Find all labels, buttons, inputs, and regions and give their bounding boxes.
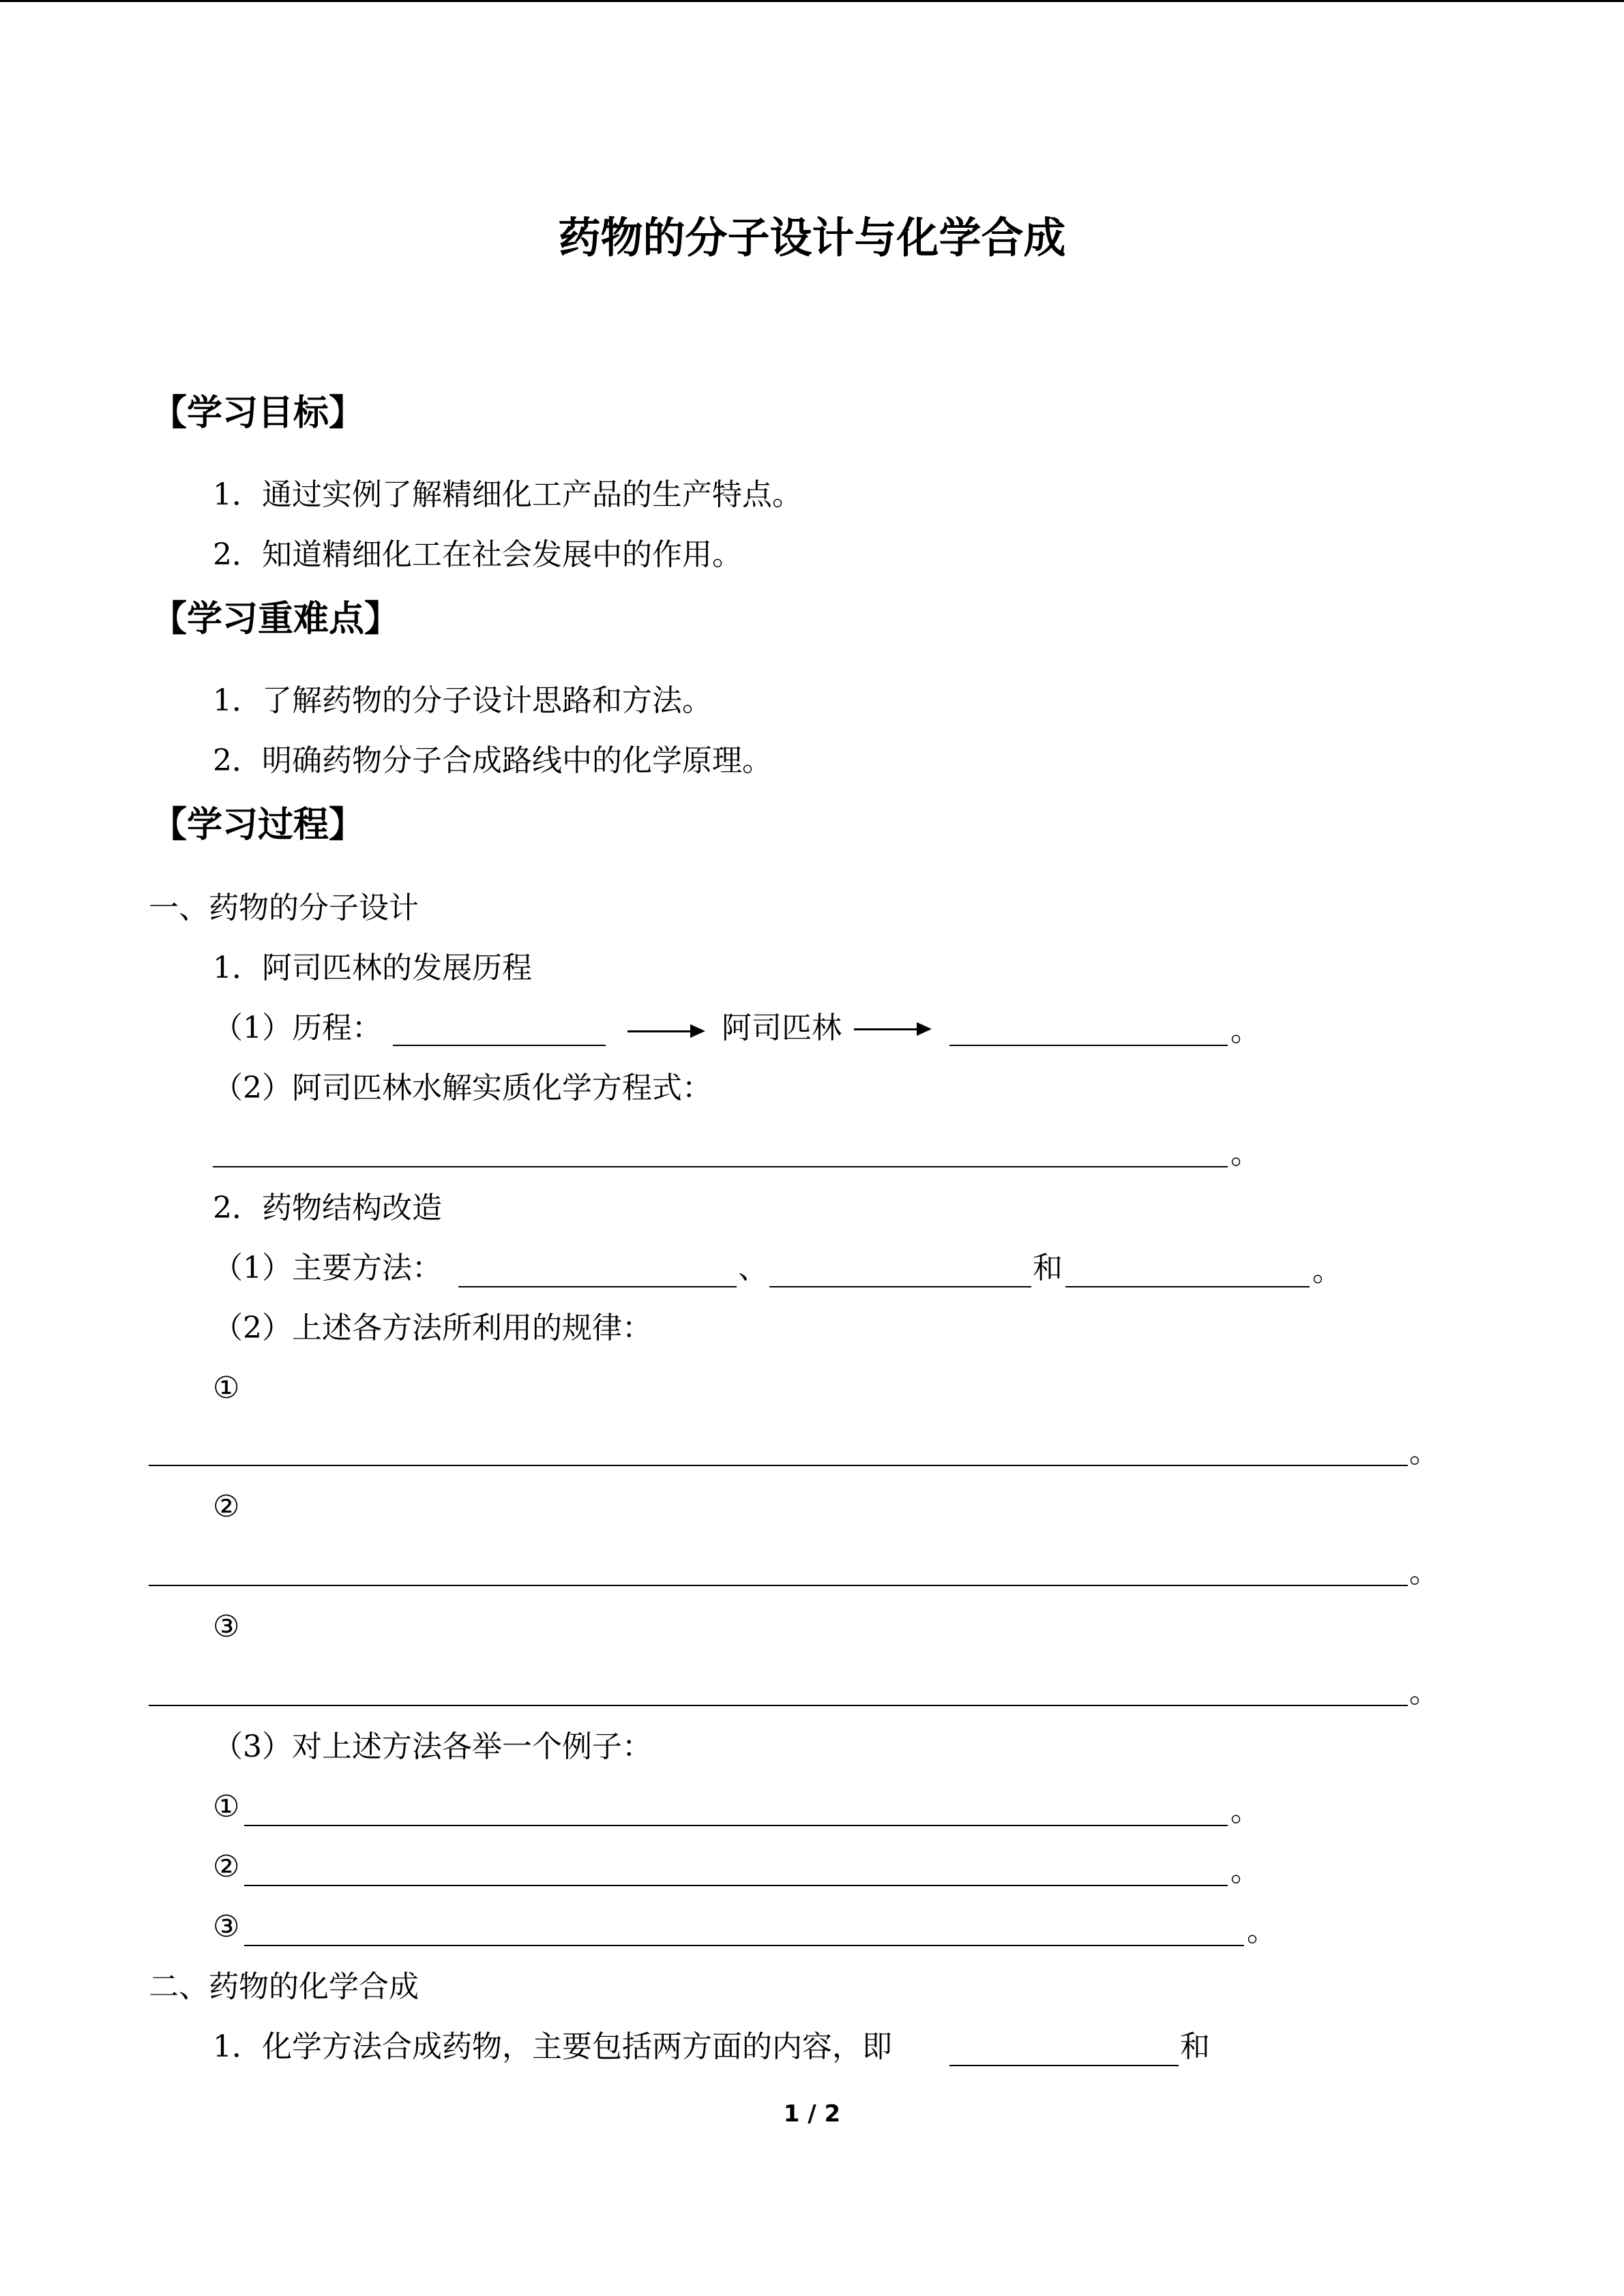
process-heading: 【学习过程】 xyxy=(151,805,365,846)
part1-heading: 一、药物的分子设计 xyxy=(149,891,419,925)
page-number: 1 / 2 xyxy=(783,2100,841,2128)
separator: 、 xyxy=(738,1251,768,1285)
circle-one: ① xyxy=(213,1371,240,1405)
period: 。 xyxy=(1230,1793,1260,1828)
key-point-1: 1．了解药物的分子设计思路和方法。 xyxy=(213,683,712,718)
page-title: 药物的分子设计与化学合成 xyxy=(558,213,1066,263)
period: 。 xyxy=(1409,1435,1439,1470)
circle-one: ① xyxy=(213,1789,240,1824)
arrow-right-icon xyxy=(628,1030,703,1032)
key-points-heading: 【学习重难点】 xyxy=(151,599,400,640)
circle-two: ② xyxy=(213,1489,240,1524)
blank-hydrolysis-equation[interactable] xyxy=(213,1166,1228,1167)
blank-method-1[interactable] xyxy=(458,1286,737,1287)
blank-example-1[interactable] xyxy=(244,1825,1228,1826)
goal-item-1: 1．通过实例了解精细化工产品的生产特点。 xyxy=(213,477,802,512)
period: 。 xyxy=(1409,1675,1439,1710)
part1-item1: 1．阿司匹林的发展历程 xyxy=(213,951,532,985)
blank-example-2[interactable] xyxy=(244,1885,1228,1886)
blank-rule-3[interactable] xyxy=(149,1705,1408,1706)
period: 。 xyxy=(1230,1136,1260,1171)
blank-rule-1[interactable] xyxy=(149,1465,1408,1466)
hydrolysis-question: （2）阿司匹林水解实质化学方程式： xyxy=(213,1071,712,1105)
part2-item1: 1．化学方法合成药物，主要包括两方面的内容，即 xyxy=(213,2029,892,2064)
period: 。 xyxy=(1409,1555,1439,1590)
circle-three: ③ xyxy=(213,1609,240,1644)
and-label: 和 xyxy=(1033,1251,1063,1285)
blank-rule-2[interactable] xyxy=(149,1585,1408,1586)
arrow-right-icon xyxy=(854,1028,929,1030)
aspirin-label: 阿司匹林 xyxy=(722,1011,842,1045)
blank-synthesis-1[interactable] xyxy=(949,2065,1179,2066)
key-point-2: 2．明确药物分子合成路线中的化学原理。 xyxy=(213,743,772,778)
part2-heading: 二、药物的化学合成 xyxy=(149,1969,419,2004)
circle-two: ② xyxy=(213,1849,240,1884)
period: 。 xyxy=(1247,1913,1277,1948)
goals-heading: 【学习目标】 xyxy=(151,393,365,434)
top-border xyxy=(0,0,1624,2)
period: 。 xyxy=(1312,1253,1342,1288)
and-label: 和 xyxy=(1180,2029,1210,2064)
history-label: （1）历程： xyxy=(213,1011,382,1045)
period: 。 xyxy=(1230,1853,1260,1888)
goal-item-2: 2．知道精细化工在社会发展中的作用。 xyxy=(213,537,742,572)
circle-three: ③ xyxy=(213,1909,240,1944)
part1-item2: 2．药物结构改造 xyxy=(213,1191,442,1225)
methods-label: （1）主要方法： xyxy=(213,1251,442,1285)
examples-question: （3）对上述方法各举一个例子： xyxy=(213,1729,652,1764)
period: 。 xyxy=(1230,1013,1260,1048)
blank-example-3[interactable] xyxy=(244,1945,1244,1946)
blank-method-2[interactable] xyxy=(769,1286,1031,1287)
blank-history-2[interactable] xyxy=(949,1045,1228,1046)
blank-method-3[interactable] xyxy=(1065,1286,1310,1287)
rules-question: （2）上述各方法所利用的规律： xyxy=(213,1311,652,1345)
blank-history-1[interactable] xyxy=(393,1045,606,1046)
